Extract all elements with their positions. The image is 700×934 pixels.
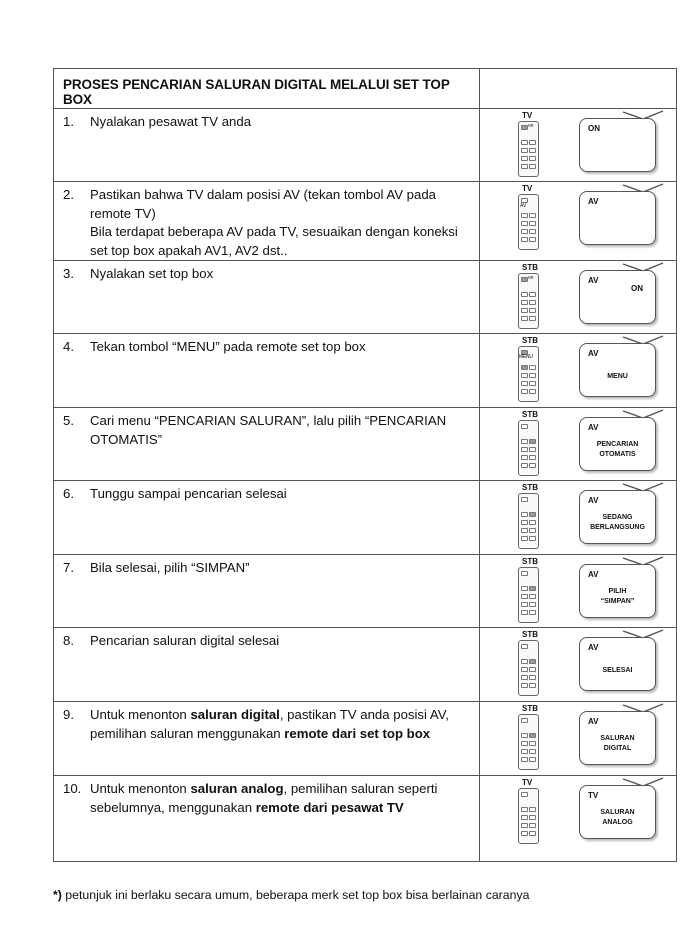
remote-control-icon <box>518 346 539 402</box>
step-text-segment: Tekan tombol “MENU” pada remote set top box <box>90 339 366 354</box>
tv-screen-icon <box>579 118 656 172</box>
step-text <box>90 706 471 743</box>
step-text-segment: Tunggu sampai pencarian selesai <box>90 486 287 501</box>
step-number: 9. <box>63 707 74 722</box>
remote-button-icon <box>529 463 536 468</box>
screen-source-label: ON <box>588 124 600 133</box>
step-illustration-cell <box>480 408 677 481</box>
step-row <box>54 481 677 555</box>
table-title: PROSES PENCARIAN SALURAN DIGITAL MELALUI SET TOP BOX <box>63 77 450 107</box>
step-illustration-cell <box>480 481 677 555</box>
remote-button-icon <box>529 140 536 145</box>
procedure-table <box>53 68 677 862</box>
remote-button-icon <box>529 447 536 452</box>
step-text <box>90 412 471 449</box>
step-item <box>54 481 479 504</box>
step-item <box>54 261 479 284</box>
step-number: 5. <box>63 413 74 428</box>
step-text-cell <box>54 702 480 776</box>
remote-label: STB <box>522 263 538 272</box>
remote-button-icon <box>521 610 528 615</box>
tv-screen-icon <box>579 417 656 471</box>
screen-message-line: PENCARIAN <box>596 441 639 448</box>
remote-button-icon <box>529 528 536 533</box>
screen-message <box>580 666 655 676</box>
screen-message-line: OTOMATIS <box>599 451 636 458</box>
step-number: 4. <box>63 339 74 354</box>
screen-status-label: ON <box>631 284 643 293</box>
remote-control-icon <box>518 493 539 549</box>
remote-button-icon <box>529 815 536 820</box>
step-text <box>90 113 251 132</box>
footnote <box>53 888 529 902</box>
remote-button-icon <box>529 602 536 607</box>
remote-label: TV <box>522 184 533 193</box>
step-row <box>54 702 677 776</box>
remote-button-icon <box>521 823 528 828</box>
remote-button-icon <box>529 831 536 836</box>
step-illustration <box>480 481 676 554</box>
remote-button-icon <box>529 675 536 680</box>
screen-message-line: PILIH <box>608 588 627 595</box>
step-illustration-cell <box>480 628 677 702</box>
remote-button-icon <box>521 164 528 169</box>
step-text-cell <box>54 776 480 862</box>
step-text <box>90 632 279 651</box>
step-text-segment: Untuk menonton <box>90 707 191 722</box>
remote-button-label: on <box>528 123 534 129</box>
remote-button-icon <box>521 792 528 797</box>
remote-control-icon <box>518 567 539 623</box>
step-text-segment: , pemilihan saluran seperti sebelumnya, menggunakan <box>90 781 438 815</box>
remote-button-icon <box>529 586 536 591</box>
remote-button-icon <box>521 749 528 754</box>
step-text-cell <box>54 109 480 182</box>
remote-control-icon <box>518 714 539 770</box>
remote-button-icon <box>521 520 528 525</box>
remote-button-icon <box>521 644 528 649</box>
step-item <box>54 334 479 357</box>
remote-button-icon <box>521 308 528 313</box>
remote-button-icon <box>529 373 536 378</box>
screen-message-line: “SIMPAN” <box>600 598 635 605</box>
screen-source-label: AV <box>588 496 599 505</box>
remote-button-icon <box>521 381 528 386</box>
remote-button-icon <box>529 683 536 688</box>
remote-button-icon <box>521 831 528 836</box>
step-text-segment: Nyalakan set top box <box>90 266 214 281</box>
tv-screen-icon <box>579 270 656 324</box>
remote-button-icon <box>521 571 528 576</box>
screen-source-label: AV <box>588 570 599 579</box>
screen-source-label: AV <box>588 197 599 206</box>
step-illustration-cell <box>480 555 677 628</box>
remote-button-icon <box>521 237 528 242</box>
tv-screen-icon <box>579 637 656 691</box>
step-illustration-cell <box>480 702 677 776</box>
remote-button-icon <box>529 381 536 386</box>
step-row <box>54 261 677 334</box>
remote-button-icon <box>529 292 536 297</box>
step-illustration-cell <box>480 334 677 408</box>
screen-source-label: AV <box>588 717 599 726</box>
step-text <box>90 338 366 357</box>
remote-control-icon <box>518 121 539 177</box>
remote-button-icon <box>521 439 528 444</box>
remote-label: STB <box>522 630 538 639</box>
step-row <box>54 555 677 628</box>
remote-button-icon <box>529 300 536 305</box>
step-text-segment: Pastikan bahwa TV dalam posisi AV (tekan tombol AV pada remote TV) <box>90 187 437 221</box>
remote-button-icon <box>521 718 528 723</box>
remote-button-icon <box>529 308 536 313</box>
remote-button-icon <box>521 221 528 226</box>
remote-button-icon <box>521 586 528 591</box>
remote-button-icon <box>521 373 528 378</box>
screen-source-label: AV <box>588 423 599 432</box>
step-item <box>54 628 479 651</box>
step-text-segment: Pencarian saluran digital selesai <box>90 633 280 648</box>
remote-button-icon <box>521 125 528 130</box>
remote-button-icon <box>521 300 528 305</box>
step-item <box>54 702 479 743</box>
remote-button-icon <box>521 497 528 502</box>
remote-button-icon <box>521 277 528 282</box>
step-text <box>90 485 287 504</box>
remote-button-icon <box>521 447 528 452</box>
remote-button-icon <box>529 520 536 525</box>
step-row <box>54 109 677 182</box>
remote-label: TV <box>522 111 533 120</box>
step-row <box>54 628 677 702</box>
step-item <box>54 408 479 449</box>
remote-button-icon <box>521 316 528 321</box>
step-text-cell <box>54 334 480 408</box>
screen-message <box>580 734 655 754</box>
step-item <box>54 776 479 817</box>
remote-button-icon <box>521 602 528 607</box>
remote-label: STB <box>522 410 538 419</box>
remote-button-icon <box>529 455 536 460</box>
remote-control-icon <box>518 640 539 696</box>
step-number: 1. <box>63 114 74 129</box>
remote-button-icon <box>529 156 536 161</box>
step-number: 6. <box>63 486 74 501</box>
remote-button-icon <box>521 741 528 746</box>
screen-source-label: AV <box>588 349 599 358</box>
remote-button-icon <box>521 683 528 688</box>
step-text <box>90 265 213 284</box>
remote-button-icon <box>529 741 536 746</box>
remote-label: STB <box>522 557 538 566</box>
remote-label: STB <box>522 336 538 345</box>
step-number: 2. <box>63 187 74 202</box>
remote-button-icon <box>529 659 536 664</box>
remote-button-icon <box>521 659 528 664</box>
screen-message-line: SEDANG <box>602 514 633 521</box>
remote-button-icon <box>529 164 536 169</box>
tv-screen-icon <box>579 711 656 765</box>
step-illustration <box>480 109 676 181</box>
remote-button-icon <box>521 536 528 541</box>
header-row <box>54 69 677 109</box>
step-item <box>54 109 479 132</box>
step-illustration-cell <box>480 182 677 261</box>
remote-button-icon <box>529 389 536 394</box>
step-illustration <box>480 182 676 254</box>
screen-message-line: SELESAI <box>602 667 633 674</box>
step-text-segment: Bila selesai, pilih “SIMPAN” <box>90 560 250 575</box>
remote-button-icon <box>521 389 528 394</box>
step-number: 10. <box>63 781 82 796</box>
tv-screen-icon <box>579 490 656 544</box>
remote-button-icon <box>529 512 536 517</box>
remote-control-icon <box>518 194 539 250</box>
remote-button-icon <box>529 757 536 762</box>
remote-label: TV <box>522 778 533 787</box>
step-item <box>54 555 479 578</box>
step-text <box>90 559 250 578</box>
remote-button-icon <box>521 156 528 161</box>
header-illustration-cell <box>480 69 677 109</box>
step-item <box>54 182 479 260</box>
remote-label: STB <box>522 483 538 492</box>
remote-button-icon <box>529 439 536 444</box>
step-illustration <box>480 628 676 701</box>
remote-button-icon <box>521 455 528 460</box>
screen-message-line: DIGITAL <box>603 745 632 752</box>
remote-label: STB <box>522 704 538 713</box>
screen-message-line: BERLANGSUNG <box>590 524 645 531</box>
step-row <box>54 408 677 481</box>
step-text-segment: Cari menu “PENCARIAN SALURAN”, lalu pilih “PENCARIAN OTOMATIS” <box>90 413 447 447</box>
step-text-bold: saluran digital <box>190 707 280 722</box>
remote-button-icon <box>529 610 536 615</box>
step-illustration <box>480 702 676 775</box>
remote-button-icon <box>521 594 528 599</box>
remote-button-icon <box>529 148 536 153</box>
step-text-segment: Nyalakan pesawat TV anda <box>90 114 252 129</box>
step-illustration <box>480 334 676 407</box>
remote-button-label: AV <box>520 203 527 209</box>
screen-message <box>580 808 655 828</box>
header-cell <box>54 69 480 109</box>
remote-button-label: MENU <box>519 354 533 360</box>
tv-screen-icon <box>579 785 656 839</box>
screen-message-line: ANALOG <box>602 819 633 826</box>
step-text-segment: Untuk menonton <box>90 781 191 796</box>
remote-button-icon <box>529 229 536 234</box>
screen-message <box>580 587 655 607</box>
remote-button-icon <box>521 757 528 762</box>
tv-screen-icon <box>579 343 656 397</box>
step-text-segment: Bila terdapat beberapa AV pada TV, sesuaikan dengan koneksi set top box apakah AV1, AV2 dst.. <box>90 224 458 258</box>
step-text-bold: remote dari set top box <box>284 725 431 741</box>
step-row <box>54 182 677 261</box>
footnote-text: petunjuk ini berlaku secara umum, beberapa merk set top box bisa berlainan caranya <box>61 888 530 902</box>
step-illustration <box>480 776 676 861</box>
step-row <box>54 334 677 408</box>
remote-button-icon <box>529 749 536 754</box>
step-illustration <box>480 261 676 333</box>
step-illustration-cell <box>480 109 677 182</box>
remote-button-icon <box>521 365 528 370</box>
step-text-bold: remote dari pesawat TV <box>255 799 404 815</box>
remote-button-icon <box>529 237 536 242</box>
screen-message <box>580 513 655 533</box>
remote-button-icon <box>529 536 536 541</box>
remote-button-icon <box>521 807 528 812</box>
remote-control-icon <box>518 273 539 329</box>
remote-button-icon <box>529 221 536 226</box>
remote-button-icon <box>529 807 536 812</box>
remote-button-icon <box>521 463 528 468</box>
step-text-cell <box>54 628 480 702</box>
footnote-mark: *) <box>53 888 62 902</box>
step-text <box>90 780 471 817</box>
remote-button-icon <box>521 815 528 820</box>
step-number: 8. <box>63 633 74 648</box>
remote-button-icon <box>521 733 528 738</box>
step-text-cell <box>54 408 480 481</box>
step-illustration <box>480 555 676 627</box>
screen-message-line: MENU <box>607 373 628 380</box>
screen-message <box>580 372 655 382</box>
remote-button-icon <box>529 733 536 738</box>
step-text-cell <box>54 555 480 628</box>
remote-button-icon <box>521 292 528 297</box>
remote-button-icon <box>521 229 528 234</box>
step-number: 3. <box>63 266 74 281</box>
remote-button-icon <box>521 667 528 672</box>
step-text-cell <box>54 261 480 334</box>
step-text-segment: , pastikan TV anda posisi AV, pemilihan saluran menggunakan <box>90 707 449 741</box>
step-illustration-cell <box>480 261 677 334</box>
tv-screen-icon <box>579 191 656 245</box>
remote-button-icon <box>521 675 528 680</box>
remote-button-icon <box>529 667 536 672</box>
remote-button-icon <box>521 140 528 145</box>
remote-button-icon <box>521 213 528 218</box>
tv-screen-icon <box>579 564 656 618</box>
step-row <box>54 776 677 862</box>
screen-source-label: TV <box>588 791 599 800</box>
screen-source-label: AV <box>588 643 599 652</box>
screen-source-label: AV <box>588 276 599 285</box>
screen-message-line: SALURAN <box>600 809 635 816</box>
step-text-cell <box>54 481 480 555</box>
remote-button-icon <box>521 424 528 429</box>
remote-button-label: on <box>528 275 534 281</box>
remote-button-icon <box>529 365 536 370</box>
step-text-bold: saluran analog <box>190 781 284 796</box>
remote-button-icon <box>521 528 528 533</box>
step-illustration-cell <box>480 776 677 862</box>
remote-button-icon <box>529 594 536 599</box>
remote-button-icon <box>529 316 536 321</box>
remote-button-icon <box>521 512 528 517</box>
remote-button-icon <box>529 213 536 218</box>
step-text-cell <box>54 182 480 261</box>
remote-control-icon <box>518 788 539 844</box>
screen-message <box>580 440 655 460</box>
step-number: 7. <box>63 560 74 575</box>
remote-button-icon <box>529 823 536 828</box>
remote-control-icon <box>518 420 539 476</box>
screen-message-line: SALURAN <box>600 735 635 742</box>
remote-button-icon <box>521 148 528 153</box>
step-illustration <box>480 408 676 480</box>
step-text <box>90 186 471 260</box>
